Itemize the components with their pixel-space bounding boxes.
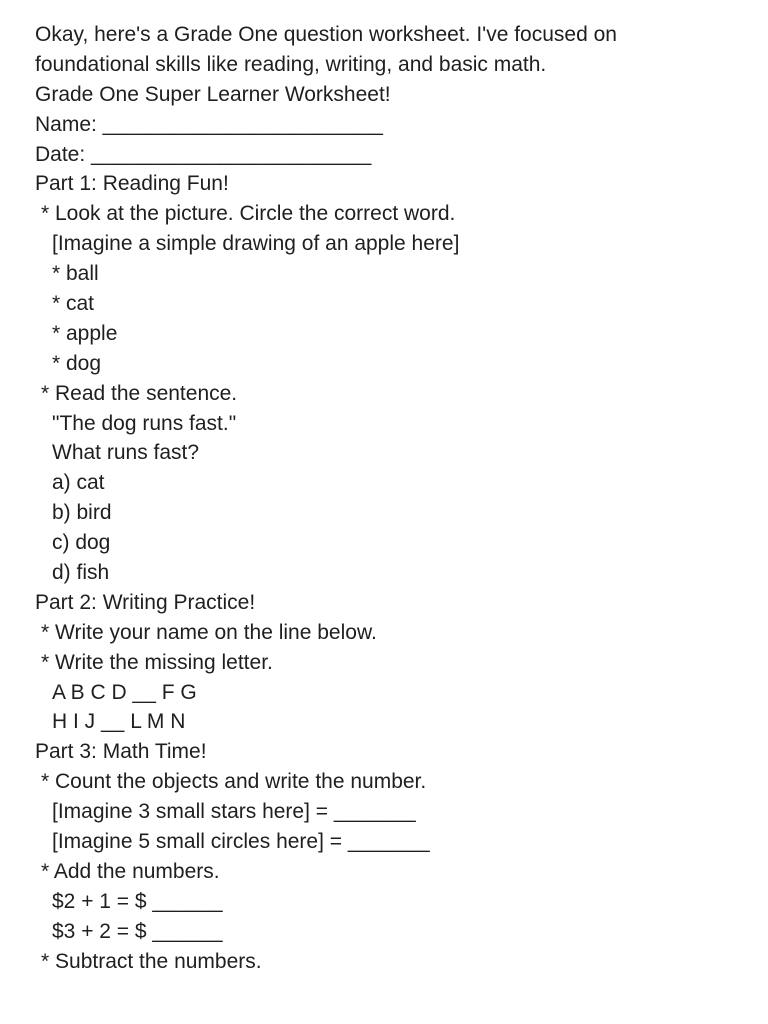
- choice-a: a) cat: [52, 471, 105, 495]
- letter-sequence-2: H I J __ L M N: [52, 710, 186, 734]
- intro-line-2: foundational skills like reading, writing, and basic math.: [35, 52, 547, 76]
- part1-question-2: * Read the sentence.: [41, 381, 238, 405]
- date-field-line: Date: ________________________: [35, 142, 372, 166]
- part3-heading: Part 3: Math Time!: [35, 740, 207, 764]
- part3-question-2: * Add the numbers.: [41, 859, 220, 883]
- option-ball: * ball: [52, 262, 99, 286]
- option-dog: * dog: [52, 351, 102, 375]
- part3-question-1: * Count the objects and write the number.: [41, 770, 427, 794]
- worksheet-title: Grade One Super Learner Worksheet!: [35, 82, 391, 106]
- choice-b: b) bird: [52, 501, 112, 525]
- option-cat: * cat: [52, 292, 95, 316]
- part1-heading: Part 1: Reading Fun!: [35, 172, 229, 196]
- letter-sequence-1: A B C D __ F G: [52, 680, 197, 704]
- part2-heading: Part 2: Writing Practice!: [35, 590, 256, 614]
- name-field-line: Name: ________________________: [35, 112, 383, 136]
- worksheet-document: [35, 20, 755, 977]
- part2-question-1: * Write your name on the line below.: [41, 620, 377, 644]
- sentence-question: What runs fast?: [52, 441, 200, 465]
- count-circles-line: [Imagine 5 small circles here] = _______: [52, 830, 430, 854]
- part3-question-3: * Subtract the numbers.: [41, 949, 262, 973]
- addition-2: $3 + 2 = $ ______: [52, 919, 223, 943]
- choice-c: c) dog: [52, 531, 111, 555]
- count-stars-line: [Imagine 3 small stars here] = _______: [52, 800, 416, 824]
- option-apple: * apple: [52, 321, 118, 345]
- part1-question-1: * Look at the picture. Circle the correct word.: [41, 202, 456, 226]
- choice-d: d) fish: [52, 561, 110, 585]
- part2-question-2: * Write the missing letter.: [41, 650, 273, 674]
- sentence-text: "The dog runs fast.": [52, 411, 237, 435]
- picture-placeholder-apple: [Imagine a simple drawing of an apple here]: [52, 232, 460, 256]
- addition-1: $2 + 1 = $ ______: [52, 889, 223, 913]
- intro-line-1: Okay, here's a Grade One question worksheet. I've focused on: [35, 23, 617, 46]
